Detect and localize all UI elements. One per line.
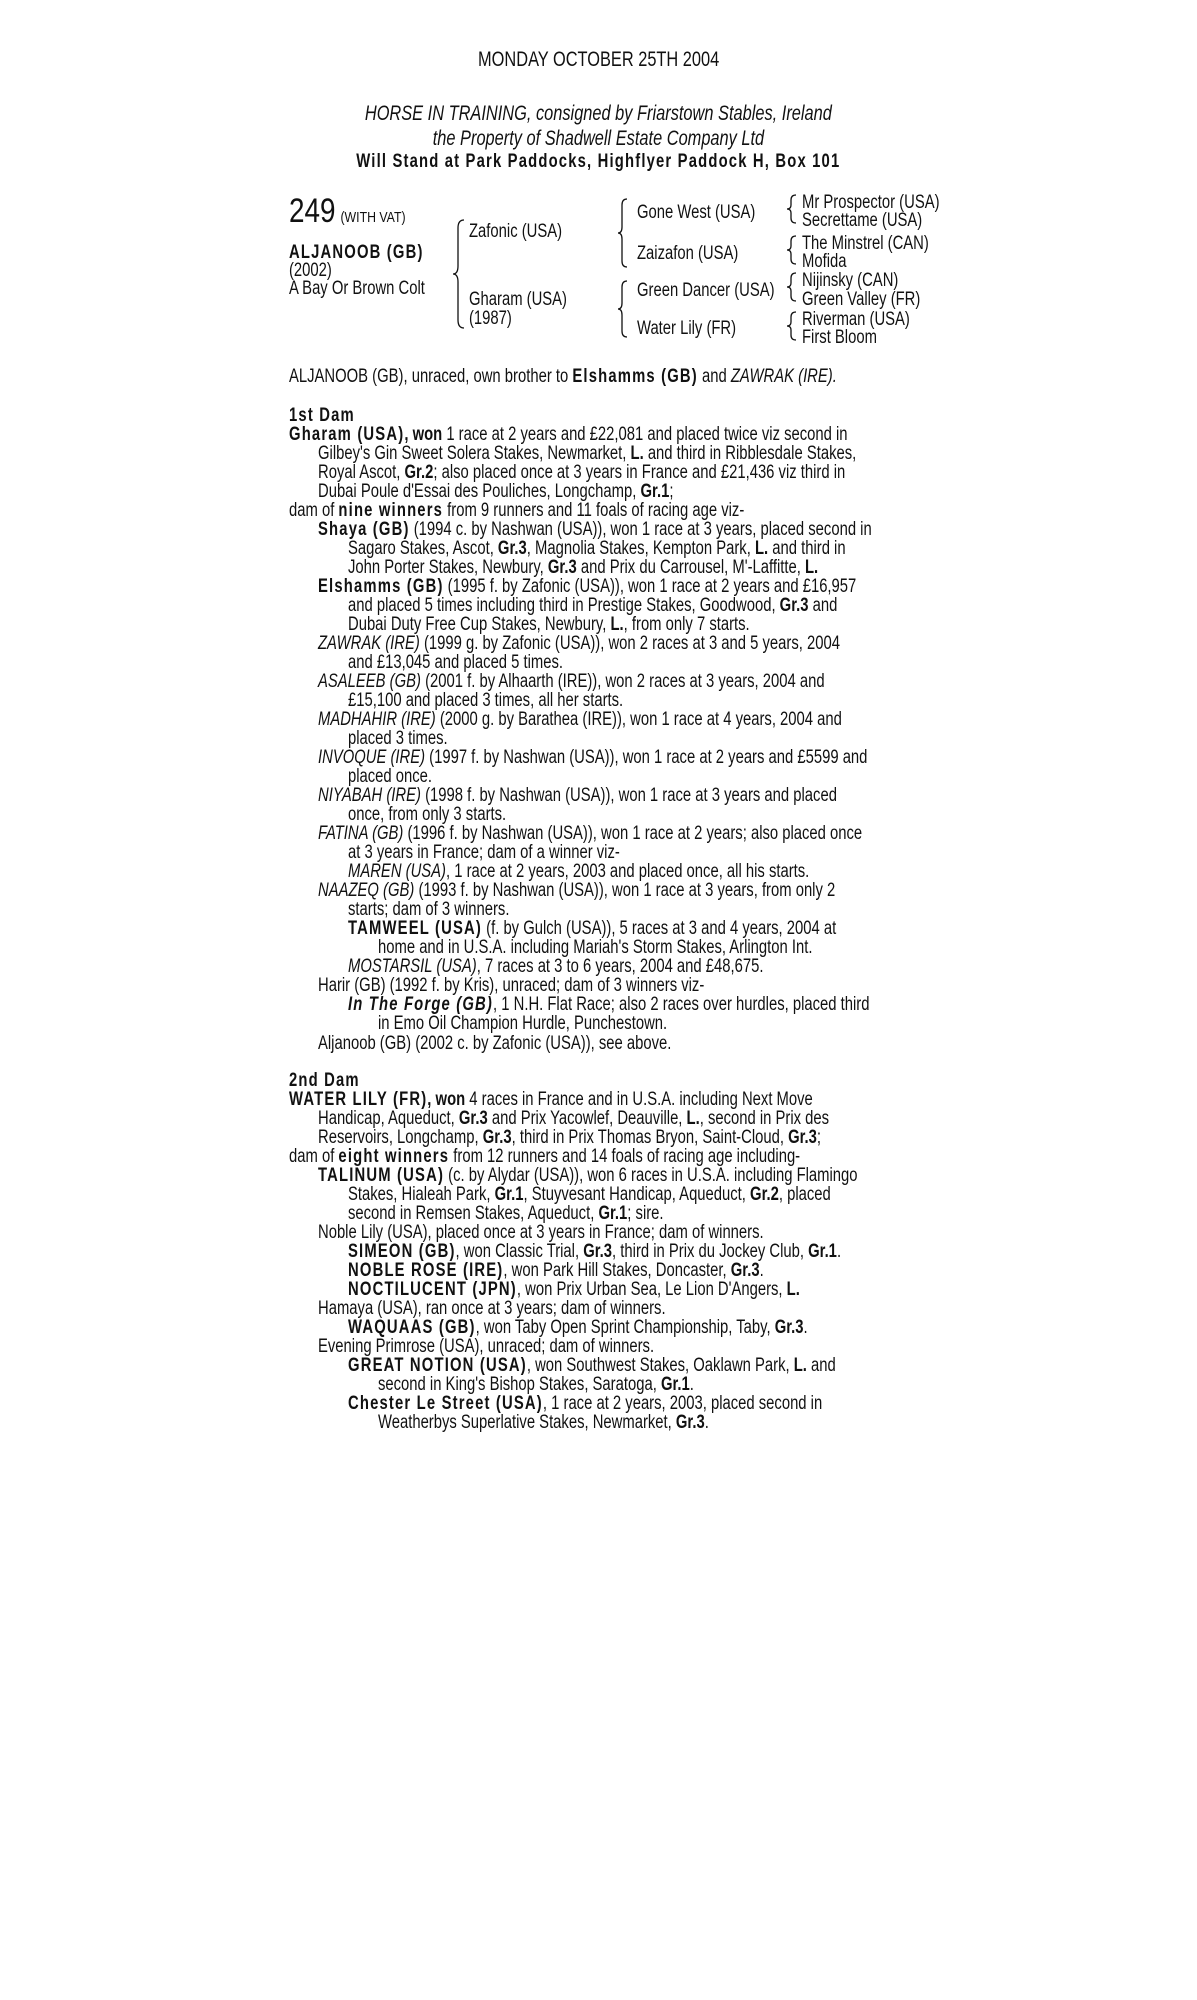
second-dam-heading: 2nd Dam	[289, 1070, 360, 1091]
produce-in-the-forge-1	[348, 995, 869, 1014]
niyabah-text-1: (1998 f. by Nashwan (USA)), won 1 race at 3 years and placed	[420, 785, 837, 806]
invoque-name: INVOQUE (IRE)	[318, 747, 426, 768]
grandparent-4: Mofida	[802, 251, 847, 272]
nr-3: .	[759, 1260, 764, 1281]
els-3a: Dubai Duty Free Cup Stakes, Newbury,	[348, 614, 611, 635]
produce-invoque-1	[318, 748, 867, 767]
produce-naazeq-1	[318, 881, 835, 900]
pedigree-brace-g2	[786, 235, 798, 265]
els-2c: and	[808, 595, 838, 616]
stand-location-text: Will Stand at Park Paddocks, Highflyer Paddock H, Box 101	[356, 151, 841, 172]
dam-year: (1987)	[469, 308, 512, 329]
talinum-text-1: (c. by Alydar (USA)), won 6 races in U.S.A. including Flamingo	[444, 1165, 858, 1186]
grandparent-6: Green Valley (FR)	[802, 289, 921, 310]
cls-2a: Weatherbys Superlative Stakes, Newmarket,	[378, 1412, 676, 1433]
dam2-line-1	[289, 1090, 813, 1109]
zawrak-text-1: (1999 g. by Zafonic (USA)), won 2 races at 3 and 5 years, 2004	[419, 633, 840, 654]
dam1-line-2	[318, 444, 856, 463]
wl-3c: , third in Prix Thomas Bryon, Saint-Cloud,	[511, 1127, 789, 1148]
talinum-name: TALINUM (USA)	[318, 1165, 445, 1186]
produce-maren	[348, 862, 809, 881]
water-lily-name: WATER LILY (FR)	[289, 1089, 428, 1110]
produce-zawrak-1	[318, 634, 840, 653]
dam1-l4a: Dubai Poule d'Essai des Pouliches, Longchamp,	[318, 481, 641, 502]
produce-mostarsil	[348, 957, 763, 976]
tamweel-text-1: (f. by Gulch (USA)), 5 races at 3 and 4 years, 2004 at	[482, 918, 837, 939]
pedigree-brace-dam	[617, 279, 629, 339]
dam1-line-3	[318, 463, 845, 482]
wl-3d: Gr.3	[788, 1127, 817, 1148]
produce-tamweel-2: home and in U.S.A. including Mariah's Storm Stakes, Arlington Int.	[378, 937, 813, 958]
sim-3: , third in Prix du Jockey Club,	[612, 1241, 809, 1262]
produce-niyabah-1	[318, 786, 837, 805]
tamweel-name: TAMWEEL (USA)	[348, 918, 483, 939]
dam1-produce-summary	[289, 501, 744, 520]
produce-naazeq-2: starts; dam of 3 winners.	[348, 899, 510, 920]
consignment-line-2-text: the Property of Shadwell Estate Company Ltd	[432, 127, 765, 150]
sim-4: Gr.1	[808, 1241, 837, 1262]
wl-2e: , second in Prix des	[699, 1108, 830, 1129]
fatina-text-1: (1996 f. by Nashwan (USA)), won 1 race at 2 years; also placed once	[403, 823, 863, 844]
produce-chester-le-street-1	[348, 1394, 822, 1413]
tal-3c: ; sire.	[627, 1203, 664, 1224]
cls-1: , 1 race at 2 years, 2003, placed second in	[542, 1393, 823, 1414]
waq-2: Gr.3	[774, 1317, 804, 1338]
produce-elshamms-1	[318, 577, 856, 596]
asaleeb-text-1: (2001 f. by Alhaarth (IRE)), won 2 races at 3 years, 2004 and	[420, 671, 825, 692]
zawrak-name: ZAWRAK (IRE)	[318, 633, 420, 654]
produce-madhahir-2: placed 3 times.	[348, 728, 448, 749]
maren-name: MAREN (USA)	[348, 861, 446, 882]
horse-year: (2002)	[289, 260, 332, 281]
dam1-p2a: dam of	[289, 500, 339, 521]
shaya-3c: and Prix du Carrousel, M'-Laffitte,	[576, 557, 805, 578]
produce-simeon	[348, 1242, 841, 1261]
produce-talinum-1	[318, 1166, 858, 1185]
noc-2: L.	[786, 1279, 800, 1300]
dam1-p2c: from 9 runners and 11 foals of racing age viz-	[443, 500, 745, 521]
produce-in-the-forge-2: in Emo Oil Champion Hurdle, Punchestown.	[378, 1013, 668, 1034]
produce-chester-le-street-2	[378, 1413, 709, 1432]
produce-talinum-2	[348, 1185, 831, 1204]
naazeq-name: NAAZEQ (GB)	[318, 880, 415, 901]
produce-madhahir-1	[318, 710, 842, 729]
shaya-3a: John Porter Stakes, Newbury,	[348, 557, 548, 578]
gn-4: second in King's Bishop Stakes, Saratoga,	[378, 1374, 661, 1395]
wl-2d: L.	[686, 1108, 700, 1129]
grandparent-7: Riverman (USA)	[802, 309, 910, 330]
produce-shaya-1	[318, 520, 872, 539]
dam1-text-1: 1 race at 2 years and £22,081 and placed twice viz second in	[442, 424, 848, 445]
invoque-text-1: (1997 f. by Nashwan (USA)), won 1 race at 2 years and £5599 and	[425, 747, 868, 768]
nr-2: Gr.3	[730, 1260, 760, 1281]
produce-elshamms-3	[348, 615, 750, 634]
shaya-2d: L.	[754, 538, 769, 559]
intro-a: ALJANOOB (GB), unraced, own brother to	[289, 366, 573, 387]
waq-3: .	[803, 1317, 808, 1338]
lot-number-value: 249	[289, 192, 336, 230]
lot-number	[289, 192, 406, 231]
pedigree-brace-g1	[786, 194, 798, 224]
gn-1: , won Southwest Stakes, Oaklawn Park,	[526, 1355, 794, 1376]
dam2-line-3	[318, 1128, 821, 1147]
shaya-2e: and third in	[768, 538, 846, 559]
horse-description: A Bay Or Brown Colt	[289, 278, 425, 299]
produce-invoque-2: placed once.	[348, 766, 433, 787]
produce-noctilucent	[348, 1280, 800, 1299]
produce-zawrak-2: and £13,045 and placed 5 times.	[348, 652, 564, 673]
mostarsil-text: , 7 races at 3 to 6 years, 2004 and £48,675.	[476, 956, 764, 977]
intro-and: and	[697, 366, 731, 387]
dam-of-dam: Water Lily (FR)	[637, 318, 737, 339]
produce-elshamms-2	[348, 596, 837, 615]
gn-3: and	[806, 1355, 836, 1376]
produce-shaya-2	[348, 539, 846, 558]
els-3b: L.	[610, 614, 624, 635]
consignment-line-1-text: HORSE IN TRAINING, consigned by Friarstown Stables, Ireland	[364, 102, 833, 125]
gn-2: L.	[793, 1355, 807, 1376]
great-notion-name: GREAT NOTION (USA)	[348, 1355, 527, 1376]
els-2b: Gr.3	[779, 595, 809, 616]
tal-2a: Stakes, Hialeah Park,	[348, 1184, 495, 1205]
produce-niyabah-2: once, from only 3 starts.	[348, 804, 507, 825]
pedigree-brace-g4	[786, 311, 798, 341]
naazeq-text-1: (1993 f. by Nashwan (USA)), won 1 race at 3 years, from only 2	[414, 880, 836, 901]
dam2-winners-count: eight winners	[338, 1146, 450, 1167]
noc-1: , won Prix Urban Sea, Le Lion D'Angers,	[516, 1279, 787, 1300]
water-lily-text-1: 4 races in France and in U.S.A. including Next Move	[465, 1089, 813, 1110]
shaya-3d: L.	[804, 557, 819, 578]
produce-talinum-3	[348, 1204, 664, 1223]
water-lily-won: , won	[427, 1089, 466, 1110]
dam1-l4c: ;	[669, 481, 674, 502]
produce-harir: Harir (GB) (1992 f. by Kris), unraced; dam of 3 winners viz-	[318, 975, 705, 996]
pedigree-brace-sire	[617, 197, 629, 269]
produce-fatina-2: at 3 years in France; dam of a winner viz-	[348, 842, 620, 863]
dam1-won: , won	[404, 424, 443, 445]
produce-shaya-3	[348, 558, 818, 577]
dam1-l4b: Gr.1	[640, 481, 670, 502]
intro-brother-2: ZAWRAK (IRE).	[730, 366, 837, 387]
consignment-line-1	[0, 102, 1197, 126]
stand-location	[0, 151, 1197, 173]
shaya-2c: , Magnolia Stakes, Kempton Park,	[526, 538, 755, 559]
sire-of-dam: Green Dancer (USA)	[637, 280, 775, 301]
niyabah-name: NIYABAH (IRE)	[318, 785, 421, 806]
noctilucent-name: NOCTILUCENT (JPN)	[348, 1279, 517, 1300]
sire: Zafonic (USA)	[469, 221, 563, 242]
simeon-name: SIMEON (GB)	[348, 1241, 456, 1262]
asaleeb-name: ASALEEB (GB)	[318, 671, 421, 692]
waq-1: , won Taby Open Sprint Championship, Taby,	[475, 1317, 775, 1338]
dam2-produce-summary	[289, 1147, 800, 1166]
dam1-name: Gharam (USA)	[289, 424, 405, 445]
dam1-l3b: Gr.2	[404, 462, 434, 483]
produce-asaleeb-2: £15,100 and placed 3 times, all her starts.	[348, 690, 624, 711]
dam1-l3a: Royal Ascot,	[318, 462, 405, 483]
sale-date-text: MONDAY OCTOBER 25TH 2004	[477, 48, 720, 71]
sim-5: .	[836, 1241, 842, 1262]
consignment-line-2	[0, 127, 1197, 151]
produce-aljanoob: Aljanoob (GB) (2002 c. by Zafonic (USA)), see above.	[318, 1033, 672, 1054]
d2c: from 12 runners and 14 foals of racing age including-	[449, 1146, 801, 1167]
in-the-forge-name: In The Forge (GB)	[348, 994, 494, 1015]
elshamms-name: Elshamms (GB)	[318, 576, 444, 597]
produce-waquaas	[348, 1318, 808, 1337]
shaya-2b: Gr.3	[497, 538, 527, 559]
dam1-line-1	[289, 425, 848, 444]
mostarsil-name: MOSTARSIL (USA)	[348, 956, 477, 977]
chester-le-street-name: Chester Le Street (USA)	[348, 1393, 543, 1414]
noble-rose-name: NOBLE ROSE (IRE)	[348, 1260, 504, 1281]
shaya-text-1: (1994 c. by Nashwan (USA)), won 1 race at 3 years, placed second in	[409, 519, 872, 540]
sim-2: Gr.3	[583, 1241, 613, 1262]
wl-3a: Reservoirs, Longchamp,	[318, 1127, 483, 1148]
intro-brother-1: Elshamms (GB)	[572, 366, 698, 387]
wl-2a: Handicap, Aqueduct,	[318, 1108, 459, 1129]
tal-2d: Gr.2	[750, 1184, 779, 1205]
grandparent-1: Mr Prospector (USA)	[802, 192, 940, 213]
d2a: dam of	[289, 1146, 339, 1167]
shaya-2a: Sagaro Stakes, Ascot,	[348, 538, 498, 559]
in-the-forge-text-1: , 1 N.H. Flat Race; also 2 races over hurdles, placed third	[493, 994, 870, 1015]
dam1-winners-count: nine winners	[338, 500, 444, 521]
wl-3e: ;	[816, 1127, 822, 1148]
produce-great-notion-1	[348, 1356, 836, 1375]
produce-noble-lily: Noble Lily (USA), placed once at 3 years in France; dam of winners.	[318, 1222, 764, 1243]
intro-line	[289, 367, 837, 386]
shaya-3b: Gr.3	[547, 557, 577, 578]
sale-date	[0, 48, 1197, 72]
dam: Gharam (USA)	[469, 289, 567, 310]
produce-tamweel-1	[348, 919, 836, 938]
fatina-name: FATINA (GB)	[318, 823, 404, 844]
tal-2c: , Stuyvesant Handicap, Aqueduct,	[523, 1184, 751, 1205]
produce-fatina-1	[318, 824, 862, 843]
madhahir-name: MADHAHIR (IRE)	[318, 709, 436, 730]
dam1-l2b: L.	[630, 443, 644, 464]
elshamms-text-1: (1995 f. by Zafonic (USA)), won 1 race at 2 years and £16,957	[443, 576, 857, 597]
cls-2b: Gr.3	[675, 1412, 705, 1433]
vat-note: (WITH VAT)	[340, 209, 406, 226]
produce-hamaya: Hamaya (USA), ran once at 3 years; dam of winners.	[318, 1298, 666, 1319]
gn-6: .	[689, 1374, 694, 1395]
dam1-l2c: and third in Ribblesdale Stakes,	[643, 443, 857, 464]
produce-noble-rose	[348, 1261, 764, 1280]
wl-2b: Gr.3	[458, 1108, 488, 1129]
els-2a: and placed 5 times including third in Prestige Stakes, Goodwood,	[348, 595, 780, 616]
maren-text: , 1 race at 2 years, 2003 and placed once, all his starts.	[445, 861, 810, 882]
nr-1: , won Park Hill Stakes, Doncaster,	[503, 1260, 731, 1281]
madhahir-text-1: (2000 g. by Barathea (IRE)), won 1 race at 4 years, 2004 and	[435, 709, 842, 730]
wl-3b: Gr.3	[482, 1127, 512, 1148]
tal-3b: Gr.1	[598, 1203, 628, 1224]
sire-of-sire: Gone West (USA)	[637, 202, 756, 223]
wl-2c: and Prix Yacowlef, Deauville,	[487, 1108, 687, 1129]
gn-5: Gr.1	[660, 1374, 690, 1395]
dam1-l3c: ; also placed once at 3 years in France and £21,436 viz third in	[433, 462, 846, 483]
produce-great-notion-2	[378, 1375, 694, 1394]
grandparent-3: The Minstrel (CAN)	[802, 233, 929, 254]
cls-2c: .	[704, 1412, 709, 1433]
tal-2e: , placed	[778, 1184, 831, 1205]
tal-3a: second in Remsen Stakes, Aqueduct,	[348, 1203, 599, 1224]
first-dam-heading: 1st Dam	[289, 405, 355, 426]
dam1-l2a: Gilbey's Gin Sweet Solera Stakes, Newmarket,	[318, 443, 631, 464]
grandparent-2: Secrettame (USA)	[802, 210, 923, 231]
sim-1: , won Classic Trial,	[455, 1241, 584, 1262]
tal-2b: Gr.1	[494, 1184, 524, 1205]
shaya-name: Shaya (GB)	[318, 519, 410, 540]
dam-of-sire: Zaizafon (USA)	[637, 243, 739, 264]
pedigree-brace-main	[452, 218, 466, 330]
waquaas-name: WAQUAAS (GB)	[348, 1317, 476, 1338]
pedigree-brace-g3	[786, 272, 798, 302]
produce-evening-primrose: Evening Primrose (USA), unraced; dam of winners.	[318, 1336, 655, 1357]
dam1-line-4	[318, 482, 673, 501]
els-3c: , from only 7 starts.	[623, 614, 750, 635]
dam2-line-2	[318, 1109, 829, 1128]
horse-name: ALJANOOB (GB)	[289, 242, 424, 263]
grandparent-8: First Bloom	[802, 327, 877, 348]
produce-asaleeb-1	[318, 672, 825, 691]
grandparent-5: Nijinsky (CAN)	[802, 270, 899, 291]
